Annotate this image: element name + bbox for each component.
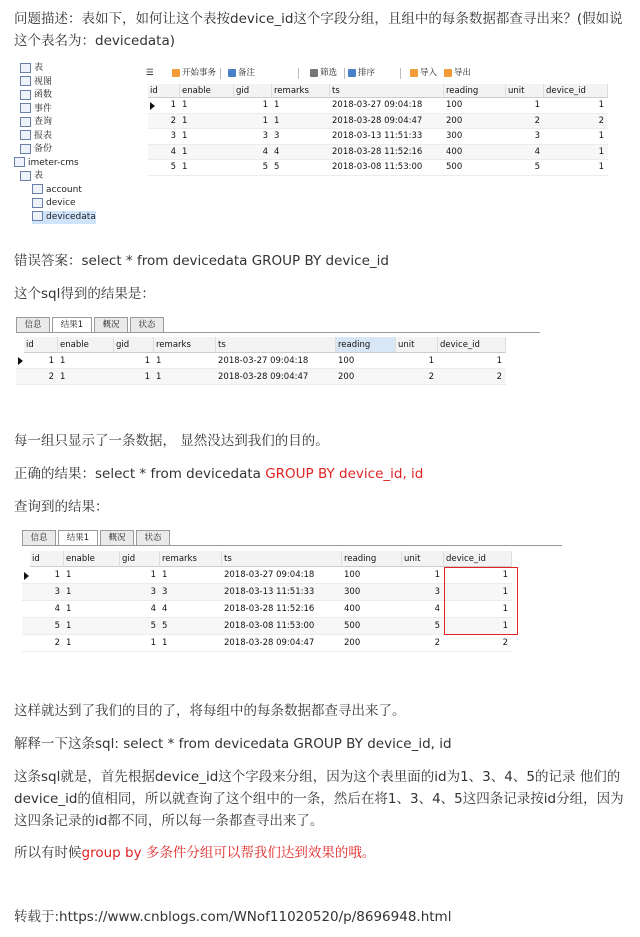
table-cell[interactable]: 5 [162, 621, 168, 631]
observation: 每一组只显示了一条数据， 显然没达到我们的目的。 [14, 433, 329, 449]
table-cell[interactable]: 2018-03-28 09:04:47 [224, 638, 315, 648]
tab-overview[interactable]: 概况 [100, 530, 134, 545]
column-header-remarks[interactable]: remarks [272, 84, 330, 98]
table-icon [32, 184, 43, 194]
column-header-reading[interactable]: reading [444, 84, 506, 98]
table-cell[interactable]: 2018-03-27 09:04:18 [332, 100, 423, 110]
object-tree [14, 62, 142, 230]
table-cell[interactable]: 1 [534, 100, 540, 110]
tree-item[interactable] [32, 211, 96, 224]
table-cell[interactable]: 1 [274, 115, 280, 126]
table-cell[interactable]: 2018-03-28 09:04:47 [218, 372, 309, 382]
table-cell[interactable]: 2018-03-27 09:04:18 [218, 356, 309, 366]
table-cell[interactable]: 1 [598, 146, 604, 157]
table-cell[interactable]: 1 [60, 372, 66, 382]
column-header-enable[interactable]: enable [180, 84, 234, 98]
tree-item[interactable] [20, 76, 52, 89]
tree-item-label: 表 [34, 171, 44, 181]
table-cell[interactable]: 2018-03-08 11:53:00 [224, 621, 315, 631]
table-cell[interactable]: 100 [338, 356, 355, 366]
table-cell[interactable]: 2018-03-08 11:53:00 [332, 162, 423, 172]
table-cell[interactable]: 1 [182, 146, 188, 157]
sort-icon [348, 69, 356, 77]
tree-item-label: device [46, 198, 76, 208]
table-cell[interactable]: 2 [434, 638, 440, 648]
tab-overview[interactable]: 概况 [94, 317, 128, 332]
table-cell[interactable]: 1 [54, 570, 60, 580]
result2-grid [22, 551, 542, 681]
tab-status[interactable]: 状态 [136, 530, 170, 545]
tab-info[interactable]: 信息 [22, 530, 56, 545]
table-cell[interactable]: 400 [344, 604, 361, 614]
table-cell[interactable]: 500 [344, 621, 361, 631]
toolbar-button[interactable] [410, 66, 437, 80]
table-cell[interactable]: 1 [150, 638, 156, 648]
table-icon [32, 211, 43, 221]
table-cell[interactable]: 200 [344, 638, 361, 648]
table-cell[interactable]: 1 [66, 604, 72, 614]
tree-item[interactable] [32, 184, 82, 197]
table-cell[interactable]: 1 [182, 162, 188, 172]
table-cell[interactable]: 4 [54, 604, 60, 614]
table-icon [20, 63, 31, 73]
table-cell[interactable]: 4 [534, 146, 540, 157]
report-icon [20, 130, 31, 140]
table-cell[interactable]: 5 [262, 162, 268, 172]
table-cell[interactable]: 3 [162, 587, 168, 597]
table-cell[interactable]: 4 [162, 604, 168, 614]
filter-icon [310, 69, 318, 77]
table-cell[interactable]: 1 [60, 356, 66, 366]
column-header-id[interactable]: id [148, 84, 180, 98]
table-cell[interactable]: 1 [144, 356, 150, 366]
table-cell[interactable]: 1 [150, 570, 156, 580]
table-icon [20, 171, 31, 181]
table-cell[interactable]: 1 [598, 131, 604, 141]
table-cell[interactable]: 1 [428, 356, 434, 366]
view-icon [20, 76, 31, 86]
toolbar-divider [400, 68, 401, 79]
tabs-divider [16, 332, 540, 333]
table-cell[interactable]: 5 [150, 621, 156, 631]
table-cell[interactable]: 2018-03-27 09:04:18 [224, 570, 315, 580]
tree-item[interactable] [14, 157, 79, 170]
table-cell[interactable]: 1 [502, 570, 508, 580]
table-cell[interactable]: 1 [262, 115, 268, 126]
tree-item-label: 查询 [34, 117, 53, 127]
function-icon [20, 90, 31, 100]
tree-item[interactable] [32, 197, 76, 210]
export-icon [444, 69, 452, 77]
conclusion-prefix: 所以有时候 [14, 845, 82, 861]
table-cell[interactable]: 1 [156, 372, 162, 382]
table-cell[interactable]: 2018-03-13 11:51:33 [332, 131, 423, 141]
table-cell[interactable]: 2018-03-28 09:04:47 [332, 115, 423, 126]
achieved-note: 这样就达到了我们的目的了，将每组中的每条数据都查寻出来了。 [14, 703, 406, 719]
correct-prefix: 正确的结果：select * from devicedata [14, 466, 266, 482]
toolbar-button-label: 排序 [358, 68, 376, 78]
table-cell[interactable]: 1 [182, 131, 188, 141]
table-cell[interactable]: 1 [48, 356, 54, 366]
tree-item[interactable] [20, 103, 52, 116]
table-cell[interactable]: 1 [262, 100, 268, 110]
toolbar-button[interactable] [172, 66, 216, 80]
tree-item-label: 报表 [34, 130, 53, 141]
tree-item[interactable] [20, 62, 43, 75]
tree-item-label: 表 [34, 63, 44, 73]
table-cell[interactable]: 1 [502, 621, 508, 631]
tree-item[interactable] [20, 143, 52, 156]
column-header-enable[interactable]: enable [64, 551, 120, 567]
table-cell[interactable]: 1 [598, 162, 604, 172]
table-cell[interactable]: 1 [162, 570, 168, 580]
toolbar-button-label: 筛选 [320, 68, 338, 78]
wrong-answer: 错误答案：select * from devicedata GROUP BY device_id [14, 253, 389, 269]
table-cell[interactable]: 3 [262, 131, 268, 141]
explain-title: 解释一下这条sql: select * from devicedata GROUP BY device_id, id [14, 736, 452, 752]
transaction-icon [172, 69, 180, 77]
event-icon [20, 103, 31, 113]
toolbar-button[interactable] [348, 66, 375, 80]
backup-icon [20, 144, 31, 154]
table-cell[interactable]: 2 [502, 638, 508, 648]
column-header-reading[interactable]: reading [342, 551, 402, 567]
table-cell[interactable]: 4 [434, 604, 440, 614]
toolbar-divider [220, 68, 221, 79]
table-cell[interactable]: 2 [598, 115, 604, 126]
grid-toolbar [148, 66, 632, 82]
tree-item-label: devicedata [46, 211, 96, 222]
table-cell[interactable]: 1 [66, 570, 72, 580]
menu-icon[interactable]: ☰ [146, 68, 154, 78]
current-row-pointer-icon [24, 572, 29, 580]
navicat-screenshot [14, 62, 632, 230]
table-cell[interactable]: 2 [496, 372, 502, 382]
result-tabs-1 [16, 317, 540, 333]
table-cell[interactable]: 2 [534, 115, 540, 126]
table-cell[interactable]: 3 [150, 587, 156, 597]
tree-item-label: 视图 [34, 76, 53, 87]
table-cell[interactable]: 5 [274, 162, 280, 172]
column-header-remarks[interactable]: remarks [160, 551, 222, 567]
toolbar-button[interactable] [310, 66, 337, 80]
toolbar-button[interactable] [444, 66, 471, 80]
column-header-remarks[interactable]: remarks [154, 337, 216, 353]
column-header-gid[interactable]: gid [120, 551, 160, 567]
table-cell[interactable]: 300 [446, 131, 463, 141]
table-cell[interactable]: 2018-03-13 11:51:33 [224, 587, 315, 597]
table-icon [32, 198, 43, 208]
table-cell[interactable]: 1 [598, 100, 604, 110]
table-cell[interactable]: 5 [54, 621, 60, 631]
intro-paragraph: 问题描述：表如下，如何让这个表按device_id这个字段分组，且组中的每条数据都查寻出来？(假如说这个表名为：devicedata) [14, 11, 623, 49]
tab-result1[interactable]: 结果1 [58, 530, 98, 546]
tree-item-label: account [46, 184, 82, 195]
devicedata-grid [148, 84, 608, 204]
table-cell[interactable]: 2 [48, 372, 54, 382]
table-cell[interactable]: 1 [182, 115, 188, 126]
column-header-ts[interactable]: ts [222, 551, 342, 567]
table-cell[interactable]: 4 [274, 146, 280, 157]
column-header-id[interactable]: id [30, 551, 64, 567]
table-cell[interactable]: 1 [162, 638, 168, 648]
tree-item[interactable] [20, 170, 43, 183]
column-header-unit[interactable]: unit [506, 84, 544, 98]
column-header-enable[interactable]: enable [58, 337, 114, 353]
column-header-reading[interactable]: reading [336, 337, 396, 353]
device-id-highlight-box [444, 567, 518, 635]
table-cell[interactable]: 2 [54, 638, 60, 648]
result1-grid [16, 337, 516, 417]
table-cell[interactable]: 3 [274, 131, 280, 141]
column-header-device_id[interactable]: device_id [444, 551, 512, 567]
table-cell[interactable]: 1 [502, 587, 508, 597]
column-header-gid[interactable]: gid [234, 84, 272, 98]
table-cell[interactable]: 5 [534, 162, 540, 172]
tab-info[interactable]: 信息 [16, 317, 50, 332]
table-cell[interactable]: 2018-03-28 11:52:16 [224, 604, 315, 614]
table-cell[interactable]: 1 [496, 356, 502, 366]
table-cell[interactable]: 1 [66, 621, 72, 631]
tree-item-label: 备份 [34, 144, 53, 154]
table-cell[interactable]: 2018-03-28 11:52:16 [332, 146, 423, 157]
table-cell[interactable]: 1 [156, 356, 162, 366]
query-icon [20, 117, 31, 127]
table-cell[interactable]: 100 [446, 100, 463, 110]
conclusion-red: group by 多条件分组可以帮我们达到效果的哦。 [81, 845, 376, 861]
table-cell[interactable]: 500 [446, 162, 463, 172]
table-cell[interactable]: 3 [170, 131, 176, 141]
column-header-unit[interactable]: unit [402, 551, 444, 567]
note-icon [228, 69, 236, 77]
table-cell[interactable]: 5 [170, 162, 176, 172]
toolbar-button-label: 导出 [454, 68, 472, 78]
source-link[interactable]: 转载于:https://www.cnblogs.com/WNof11020520/p/8696948.html [14, 909, 452, 925]
table-cell[interactable]: 4 [150, 604, 156, 614]
correct-sql: GROUP BY device_id, id [265, 466, 424, 482]
toolbar-divider [344, 68, 345, 79]
tree-item[interactable] [20, 116, 52, 129]
result-tabs-2 [22, 530, 562, 546]
column-header-id[interactable]: id [24, 337, 58, 353]
toolbar-button-label: 导入 [420, 68, 438, 78]
toolbar-divider [298, 68, 299, 79]
tree-item[interactable] [20, 89, 52, 102]
column-header-device_id[interactable]: device_id [438, 337, 506, 353]
table-cell[interactable]: 1 [182, 100, 188, 110]
table-cell[interactable]: 400 [446, 146, 463, 157]
toolbar-button-label: 开始事务 [182, 68, 217, 78]
table-cell[interactable]: 200 [338, 372, 355, 382]
tree-item-label: 函数 [34, 90, 53, 100]
table-cell[interactable]: 1 [434, 570, 440, 580]
tab-result1[interactable]: 结果1 [52, 317, 92, 333]
table-cell[interactable]: 1 [144, 372, 150, 382]
table-cell[interactable]: 2 [170, 115, 176, 126]
conclusion [14, 842, 626, 864]
query-result-intro: 查询到的结果： [14, 499, 109, 515]
table-cell[interactable]: 1 [66, 638, 72, 648]
column-header-ts[interactable]: ts [216, 337, 336, 353]
tree-item[interactable] [20, 130, 52, 143]
wrong-result-intro: 这个sql得到的结果是： [14, 286, 155, 302]
table-cell[interactable]: 1 [170, 100, 176, 110]
table-cell[interactable]: 1 [274, 100, 280, 110]
table-cell[interactable]: 200 [446, 115, 463, 126]
table-cell[interactable]: 300 [344, 587, 361, 597]
table-cell[interactable]: 1 [66, 587, 72, 597]
correct-answer [14, 463, 626, 485]
database-icon [14, 157, 25, 167]
table-cell[interactable]: 100 [344, 570, 361, 580]
table-cell[interactable]: 1 [502, 604, 508, 614]
column-header-gid[interactable]: gid [114, 337, 154, 353]
table-cell[interactable]: 4 [262, 146, 268, 157]
toolbar-button[interactable] [228, 66, 255, 80]
column-header-unit[interactable]: unit [396, 337, 438, 353]
table-cell[interactable]: 4 [170, 146, 176, 157]
table-cell[interactable]: 3 [534, 131, 540, 141]
import-icon [410, 69, 418, 77]
tab-status[interactable]: 状态 [130, 317, 164, 332]
column-header-device_id[interactable]: device_id [544, 84, 608, 98]
tree-item-label: imeter-cms [28, 157, 79, 168]
current-row-pointer-icon [18, 357, 23, 365]
explain-body: 这条sql就是，首先根据device_id这个字段来分组，因为这个表里面的id为1、3、4、5的记录 他们的device_id的值相同，所以就查询了这个组中的一条，然后在将1、3、4、5这四条记录按id分组，因为这四条记录的id都不同，所以每一条都查寻出来了。 [14, 769, 624, 829]
tree-item-label: 事件 [34, 103, 53, 114]
table-cell[interactable]: 3 [434, 587, 440, 597]
table-cell[interactable]: 2 [428, 372, 434, 382]
tabs-divider [22, 545, 562, 546]
table-cell[interactable]: 3 [54, 587, 60, 597]
column-header-ts[interactable]: ts [330, 84, 444, 98]
toolbar-button-label: 备注 [238, 68, 256, 78]
table-cell[interactable]: 5 [434, 621, 440, 631]
